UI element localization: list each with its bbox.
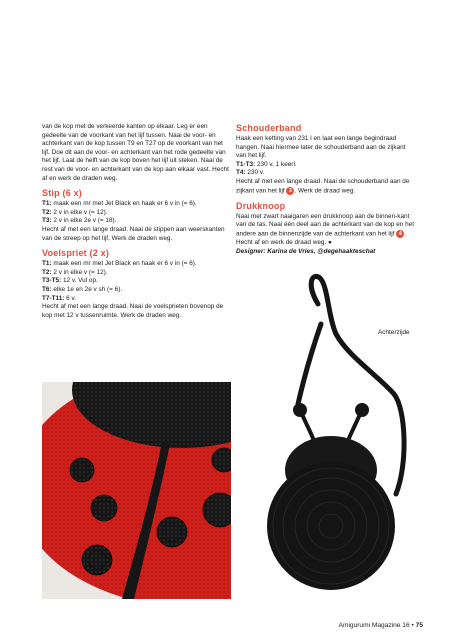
- stip-round-1: T1: maak een mr met Jet Black en haak er 6 v in (= 6).: [42, 200, 197, 208]
- voelspriet-round-5: T7-T11: 6 v.: [42, 294, 76, 302]
- magazine-name: Amigurumi Magazine 16: [338, 622, 410, 629]
- drukknoop-heading: Drukknoop: [236, 200, 286, 211]
- bag-back-photo: [236, 264, 416, 600]
- ladybug-front-photo: [42, 382, 231, 599]
- bag-back-illustration: [236, 264, 416, 600]
- step-4-badge: 4: [396, 230, 404, 238]
- bag-body: [267, 462, 395, 590]
- voelspriet-round-1: T1: maak een mr met Jet Black en haak er 6 v in (= 6).: [42, 260, 197, 268]
- schouderband-finish: Hecht af met een lange draad. Naai de schouderband aan de zijkant van het lijf 3 . Werk de draad weg.: [236, 177, 410, 195]
- page-footer: [339, 622, 423, 629]
- left-column: [42, 123, 229, 324]
- schouderband-intro: Haak een ketting van 231 l en laat een lange begindraad hangen. Naai hiermee later de schouderband aan de zijkant van het lijf.: [236, 135, 406, 160]
- photo-caption: Achterzijde: [378, 329, 410, 336]
- stip-round-2: T2: 2 v in elke v (= 12).: [42, 208, 108, 216]
- voelspriet-finish: Hecht af met een lange draad. Naai de voelsprieten bovenop de kop met 12 v tussenruimte. Werk de draden weg.: [42, 303, 224, 319]
- voelspriet-round-3: T3-T5: 12 v. Vul op.: [42, 277, 98, 285]
- stip-round-3: T3: 2 v in elke 2e v (= 18).: [42, 217, 117, 225]
- drukknoop-text: Naai met zwart naaigaren een drukknoop aan de binnen-kant van de tas. Naai één deel aan de achterkant van de kop en het andere aan de binnenzijde van de achterkant van het lijf 4 . Hecht af en werk de draad weg. ●: [236, 212, 415, 247]
- page-number: 75: [415, 622, 423, 629]
- stip-finish: Hecht af met een lange draad. Naai de stippen aan weerskanten van de streep op het lijf. Werk de draden weg.: [42, 225, 225, 242]
- schouderband-round-2: T4: 230 v.: [236, 169, 265, 177]
- stip-heading: Stip (6 x): [42, 188, 83, 199]
- end-mark: ●: [328, 239, 332, 247]
- voelspriet-heading: Voelspriet (2 x): [42, 248, 110, 259]
- step-3-badge: 3: [286, 187, 294, 195]
- intro-paragraph: van de kop met de verkeerde kanten op elkaar. Leg er een gedeelte van de voorkant van het lijf tussen. Naai de voor- en achterkant van de kop tussen T9 en T27 op de voorkant van het lijf. Doe dit aan de voor- en achterkant van het rode gedeelte van het lijf. Laat de helft van de kop boven het lijf uit steken. Naai de rest van de voor- en achterkant van de kop aan elkaar vast. Hecht af en werk de draden weg.: [42, 123, 229, 182]
- voelspriet-round-2: T2: 2 v in elke v (= 12).: [42, 268, 108, 276]
- schouderband-heading: Schouderband: [236, 123, 302, 133]
- footer-bullet: •: [411, 622, 414, 629]
- right-column: [236, 123, 414, 257]
- voelspriet-round-4: T6: elke 1e en 2e v sh (= 6).: [42, 285, 123, 293]
- ladybug-illustration: [42, 382, 231, 599]
- schouderband-round-1: T1-T3: 230 v, 1 keerl.: [236, 160, 297, 168]
- designer-credit: Designer: Karina de Vries, @degehaakteschat: [236, 247, 376, 255]
